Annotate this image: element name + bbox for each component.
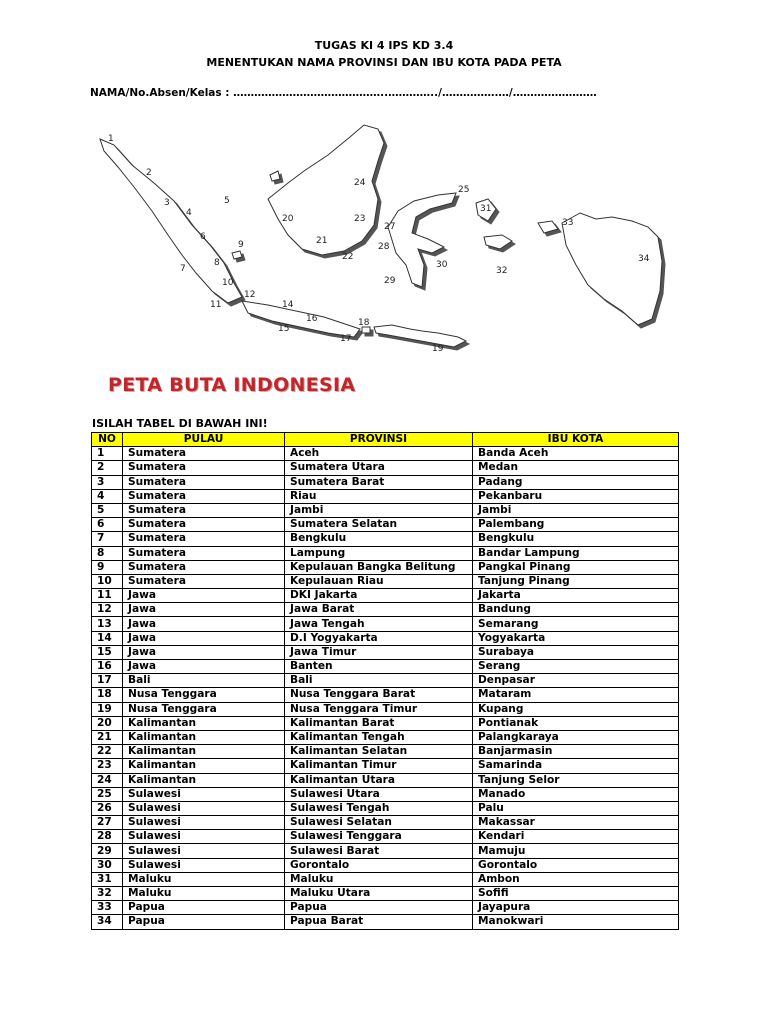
cell-provinsi: Kalimantan Tengah	[285, 730, 473, 744]
cell-ibu-kota: Tanjung Selor	[473, 773, 679, 787]
cell-no: 1	[92, 447, 123, 461]
cell-provinsi: Jawa Timur	[285, 645, 473, 659]
cell-ibu-kota: Palu	[473, 801, 679, 815]
cell-pulau: Sulawesi	[123, 844, 285, 858]
cell-provinsi: Nusa Tenggara Timur	[285, 702, 473, 716]
cell-no: 22	[92, 745, 123, 759]
map-label: 17	[340, 334, 352, 344]
cell-pulau: Kalimantan	[123, 773, 285, 787]
map-label: 25	[458, 185, 470, 195]
header-no: NO	[92, 433, 123, 447]
cell-no: 11	[92, 589, 123, 603]
cell-no: 28	[92, 830, 123, 844]
cell-provinsi: Lampung	[285, 546, 473, 560]
map-label: 1	[108, 134, 114, 144]
cell-pulau: Sulawesi	[123, 858, 285, 872]
cell-no: 16	[92, 660, 123, 674]
table-row	[92, 901, 679, 915]
map-title: PETA BUTA INDONESIA	[108, 374, 356, 396]
cell-no: 33	[92, 901, 123, 915]
indonesia-blank-map	[92, 115, 678, 375]
cell-ibu-kota: Makassar	[473, 816, 679, 830]
cell-no: 24	[92, 773, 123, 787]
table-row	[92, 759, 679, 773]
cell-provinsi: Jawa Tengah	[285, 617, 473, 631]
table-row	[92, 716, 679, 730]
cell-ibu-kota: Bandar Lampung	[473, 546, 679, 560]
cell-ibu-kota: Tanjung Pinang	[473, 574, 679, 588]
cell-ibu-kota: Pangkal Pinang	[473, 560, 679, 574]
table-row	[92, 503, 679, 517]
table-row	[92, 688, 679, 702]
cell-provinsi: Sulawesi Utara	[285, 787, 473, 801]
cell-provinsi: Bali	[285, 674, 473, 688]
table-row	[92, 560, 679, 574]
cell-provinsi: Kalimantan Utara	[285, 773, 473, 787]
header-provinsi: PROVINSI	[285, 433, 473, 447]
cell-no: 32	[92, 887, 123, 901]
cell-no: 18	[92, 688, 123, 702]
cell-no: 23	[92, 759, 123, 773]
cell-ibu-kota: Jakarta	[473, 589, 679, 603]
cell-pulau: Jawa	[123, 603, 285, 617]
cell-no: 15	[92, 645, 123, 659]
cell-pulau: Sumatera	[123, 503, 285, 517]
cell-provinsi: Kepulauan Bangka Belitung	[285, 560, 473, 574]
cell-provinsi: Kalimantan Timur	[285, 759, 473, 773]
table-row	[92, 461, 679, 475]
cell-no: 5	[92, 503, 123, 517]
cell-ibu-kota: Mataram	[473, 688, 679, 702]
cell-no: 25	[92, 787, 123, 801]
cell-provinsi: Aceh	[285, 447, 473, 461]
table-row	[92, 532, 679, 546]
map-label: 9	[238, 240, 244, 250]
cell-pulau: Kalimantan	[123, 716, 285, 730]
cell-provinsi: Riau	[285, 489, 473, 503]
table-row	[92, 489, 679, 503]
map-label: 3	[164, 198, 170, 208]
map-label: 24	[354, 178, 366, 188]
cell-no: 19	[92, 702, 123, 716]
cell-pulau: Nusa Tenggara	[123, 688, 285, 702]
header-ibu-kota: IBU KOTA	[473, 433, 679, 447]
cell-no: 12	[92, 603, 123, 617]
cell-ibu-kota: Surabaya	[473, 645, 679, 659]
cell-no: 3	[92, 475, 123, 489]
cell-ibu-kota: Gorontalo	[473, 858, 679, 872]
cell-no: 21	[92, 730, 123, 744]
cell-no: 10	[92, 574, 123, 588]
table-row	[92, 745, 679, 759]
cell-pulau: Sumatera	[123, 546, 285, 560]
table-row	[92, 518, 679, 532]
cell-ibu-kota: Padang	[473, 475, 679, 489]
cell-pulau: Jawa	[123, 660, 285, 674]
worksheet-title: TUGAS KI 4 IPS KD 3.4	[314, 39, 454, 52]
cell-no: 14	[92, 631, 123, 645]
map-label: 34	[638, 254, 650, 264]
cell-provinsi: Kalimantan Barat	[285, 716, 473, 730]
cell-ibu-kota: Kupang	[473, 702, 679, 716]
cell-ibu-kota: Pontianak	[473, 716, 679, 730]
cell-pulau: Sulawesi	[123, 830, 285, 844]
map-label: 10	[222, 278, 234, 288]
map-label: 19	[432, 344, 444, 354]
table-row	[92, 787, 679, 801]
table-row	[92, 915, 679, 929]
table-row	[92, 702, 679, 716]
cell-ibu-kota: Jayapura	[473, 901, 679, 915]
table-row	[92, 801, 679, 815]
nusa-tenggara-islands	[374, 325, 466, 347]
map-label: 28	[378, 242, 390, 252]
cell-pulau: Sulawesi	[123, 787, 285, 801]
cell-provinsi: Sulawesi Barat	[285, 844, 473, 858]
cell-pulau: Sumatera	[123, 518, 285, 532]
map-label: 31	[480, 204, 492, 214]
cell-pulau: Sulawesi	[123, 816, 285, 830]
table-row	[92, 674, 679, 688]
map-label: 23	[354, 214, 366, 224]
cell-ibu-kota: Palangkaraya	[473, 730, 679, 744]
cell-pulau: Maluku	[123, 887, 285, 901]
cell-ibu-kota: Sofifi	[473, 887, 679, 901]
name-fill-line: NAMA/No.Absen/Kelas : ……………………………………..…………../…………….…/……………………	[90, 87, 597, 99]
table-row	[92, 887, 679, 901]
cell-pulau: Sumatera	[123, 574, 285, 588]
cell-pulau: Papua	[123, 915, 285, 929]
cell-ibu-kota: Serang	[473, 660, 679, 674]
papua-island	[562, 213, 662, 325]
cell-ibu-kota: Kendari	[473, 830, 679, 844]
map-label: 30	[436, 260, 448, 270]
map-label: 6	[200, 232, 206, 242]
cell-ibu-kota: Bengkulu	[473, 532, 679, 546]
cell-no: 7	[92, 532, 123, 546]
table-row	[92, 617, 679, 631]
table-row	[92, 730, 679, 744]
cell-provinsi: Sumatera Selatan	[285, 518, 473, 532]
cell-no: 9	[92, 560, 123, 574]
table-row	[92, 816, 679, 830]
cell-provinsi: Bengkulu	[285, 532, 473, 546]
cell-no: 2	[92, 461, 123, 475]
cell-pulau: Jawa	[123, 631, 285, 645]
cell-pulau: Papua	[123, 901, 285, 915]
cell-pulau: Kalimantan	[123, 730, 285, 744]
table-row	[92, 858, 679, 872]
cell-no: 6	[92, 518, 123, 532]
cell-provinsi: Gorontalo	[285, 858, 473, 872]
table-row	[92, 773, 679, 787]
cell-pulau: Bali	[123, 674, 285, 688]
map-label: 8	[214, 258, 220, 268]
cell-provinsi: Sulawesi Tenggara	[285, 830, 473, 844]
cell-ibu-kota: Palembang	[473, 518, 679, 532]
map-label: 2	[146, 168, 152, 178]
cell-provinsi: Kepulauan Riau	[285, 574, 473, 588]
cell-provinsi: Maluku Utara	[285, 887, 473, 901]
cell-provinsi: D.I Yogyakarta	[285, 631, 473, 645]
table-row	[92, 574, 679, 588]
cell-provinsi: Maluku	[285, 872, 473, 886]
table-row	[92, 631, 679, 645]
cell-pulau: Sumatera	[123, 461, 285, 475]
map-label: 11	[210, 300, 222, 310]
cell-pulau: Sumatera	[123, 489, 285, 503]
cell-ibu-kota: Denpasar	[473, 674, 679, 688]
cell-ibu-kota: Yogyakarta	[473, 631, 679, 645]
map-label: 22	[342, 252, 354, 262]
sumatera-island	[100, 139, 242, 303]
cell-provinsi: Sulawesi Tengah	[285, 801, 473, 815]
table-row	[92, 660, 679, 674]
cell-ibu-kota: Bandung	[473, 603, 679, 617]
table-row	[92, 589, 679, 603]
map-label: 21	[316, 236, 328, 246]
province-table	[91, 432, 679, 930]
map-label: 29	[384, 276, 396, 286]
map-label: 33	[562, 218, 574, 228]
cell-pulau: Sumatera	[123, 560, 285, 574]
cell-provinsi: Sumatera Utara	[285, 461, 473, 475]
cell-ibu-kota: Banda Aceh	[473, 447, 679, 461]
sulawesi-island	[388, 193, 456, 287]
cell-ibu-kota: Pekanbaru	[473, 489, 679, 503]
cell-pulau: Kalimantan	[123, 759, 285, 773]
cell-ibu-kota: Jambi	[473, 503, 679, 517]
table-row	[92, 844, 679, 858]
cell-pulau: Nusa Tenggara	[123, 702, 285, 716]
table-row	[92, 830, 679, 844]
map-label: 16	[306, 314, 318, 324]
map-label: 15	[278, 324, 290, 334]
map-label: 32	[496, 266, 508, 276]
cell-no: 31	[92, 872, 123, 886]
table-body	[92, 447, 679, 929]
cell-no: 4	[92, 489, 123, 503]
cell-no: 13	[92, 617, 123, 631]
header-pulau: PULAU	[123, 433, 285, 447]
cell-ibu-kota: Banjarmasin	[473, 745, 679, 759]
worksheet-subtitle: MENENTUKAN NAMA PROVINSI DAN IBU KOTA PADA PETA	[206, 56, 562, 69]
table-row	[92, 546, 679, 560]
cell-pulau: Sulawesi	[123, 801, 285, 815]
map-label: 20	[282, 214, 294, 224]
cell-no: 20	[92, 716, 123, 730]
map-label: 4	[186, 208, 192, 218]
table-row	[92, 872, 679, 886]
cell-no: 34	[92, 915, 123, 929]
cell-ibu-kota: Semarang	[473, 617, 679, 631]
cell-provinsi: Papua	[285, 901, 473, 915]
cell-pulau: Maluku	[123, 872, 285, 886]
cell-pulau: Sumatera	[123, 475, 285, 489]
table-row	[92, 645, 679, 659]
cell-provinsi: Sumatera Barat	[285, 475, 473, 489]
cell-provinsi: Jawa Barat	[285, 603, 473, 617]
map-label: 5	[224, 196, 230, 206]
cell-pulau: Jawa	[123, 589, 285, 603]
cell-ibu-kota: Samarinda	[473, 759, 679, 773]
cell-pulau: Jawa	[123, 617, 285, 631]
table-row	[92, 447, 679, 461]
cell-ibu-kota: Mamuju	[473, 844, 679, 858]
cell-pulau: Sumatera	[123, 532, 285, 546]
cell-provinsi: Sulawesi Selatan	[285, 816, 473, 830]
cell-no: 27	[92, 816, 123, 830]
cell-no: 30	[92, 858, 123, 872]
table-header-row	[92, 433, 679, 447]
cell-no: 26	[92, 801, 123, 815]
map-label: 18	[358, 318, 370, 328]
cell-ibu-kota: Manokwari	[473, 915, 679, 929]
cell-ibu-kota: Medan	[473, 461, 679, 475]
cell-provinsi: Papua Barat	[285, 915, 473, 929]
cell-no: 29	[92, 844, 123, 858]
cell-pulau: Kalimantan	[123, 745, 285, 759]
cell-provinsi: DKI Jakarta	[285, 589, 473, 603]
instruction-text: ISILAH TABEL DI BAWAH INI!	[92, 417, 268, 430]
map-label: 7	[180, 264, 186, 274]
map-label: 27	[384, 222, 396, 232]
cell-pulau: Jawa	[123, 645, 285, 659]
cell-no: 8	[92, 546, 123, 560]
table-row	[92, 475, 679, 489]
table-row	[92, 603, 679, 617]
map-label: 14	[282, 300, 294, 310]
jawa-island	[242, 301, 360, 337]
map-label: 12	[244, 290, 256, 300]
cell-provinsi: Kalimantan Selatan	[285, 745, 473, 759]
cell-pulau: Sumatera	[123, 447, 285, 461]
cell-provinsi: Nusa Tenggara Barat	[285, 688, 473, 702]
cell-provinsi: Banten	[285, 660, 473, 674]
cell-ibu-kota: Manado	[473, 787, 679, 801]
cell-provinsi: Jambi	[285, 503, 473, 517]
cell-no: 17	[92, 674, 123, 688]
cell-ibu-kota: Ambon	[473, 872, 679, 886]
